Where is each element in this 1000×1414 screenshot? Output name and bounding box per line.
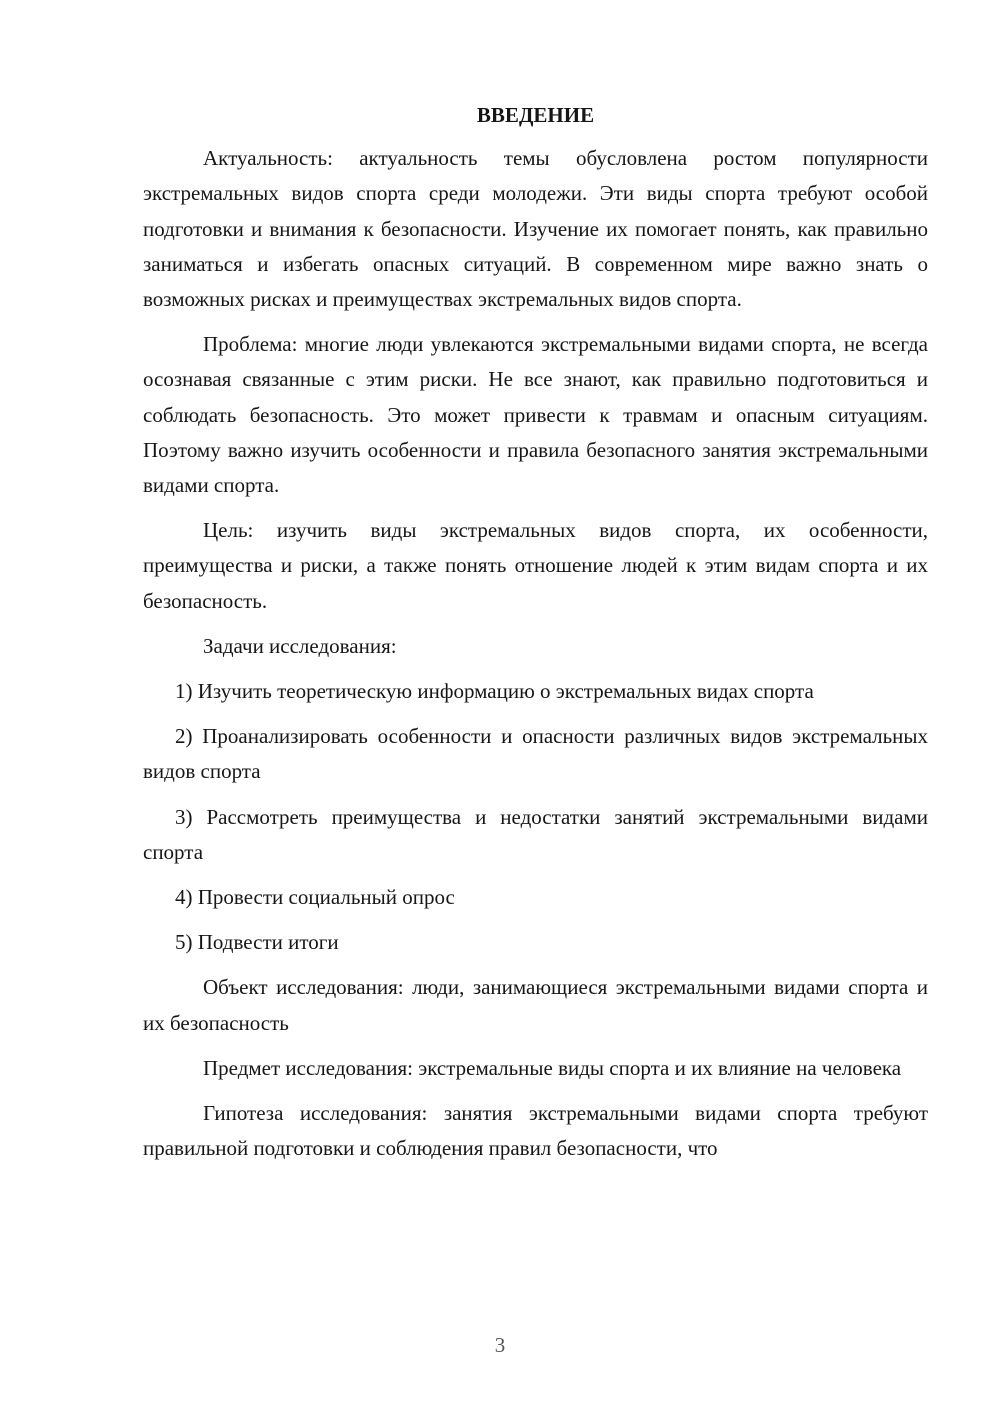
paragraph-goal: Цель: изучить виды экстремальных видов спорта, их особенности, преимущества и риски, а также понять отношение людей к этим видам спорта и их безопасность. xyxy=(143,518,928,613)
task-item-4: 4) Провести социальный опрос xyxy=(175,885,455,910)
paragraph-hypothesis: Гипотеза исследования: занятия экстремальными видами спорта требуют правильной подготовки и соблюдения правил безопасности, что xyxy=(143,1101,928,1161)
paragraph-relevance: Актуальность: актуальность темы обусловлена ростом популярности экстремальных видов спорта среди молодежи. Эти виды спорта требуют особой подготовки и внимания к безопасности. Изучение их помогает понять, как правильно заниматься и избегать опасных ситуаций. В современном мире важно знать о возможных рисках и преимуществах экстремальных видов спорта. xyxy=(143,146,928,312)
task-item-3: 3) Рассмотреть преимущества и недостатки занятий экстремальными видами спорта xyxy=(143,804,928,864)
task-item-5: 5) Подвести итоги xyxy=(175,930,339,955)
paragraph-subject: Предмет исследования: экстремальные виды спорта и их влияние на человека xyxy=(203,1055,902,1080)
task-item-2: 2) Проанализировать особенности и опасности различных видов экстремальных видов спорта xyxy=(143,724,928,784)
paragraph-object: Объект исследования: люди, занимающиеся экстремальными видами спорта и их безопасность xyxy=(143,975,928,1035)
document-title: ВВЕДЕНИЕ xyxy=(476,103,595,127)
page-number: 3 xyxy=(494,1333,506,1357)
paragraph-tasks-heading: Задачи исследования: xyxy=(203,633,397,658)
task-item-1: 1) Изучить теоретическую информацию о экстремальных видах спорта xyxy=(175,679,814,704)
paragraph-problem: Проблема: многие люди увлекаются экстремальными видами спорта, не всегда осознавая связанные с этим риски. Не все знают, как правильно подготовиться и соблюдать безопасность. Это может привести к травмам и опасным ситуациям. Поэтому важно изучить особенности и правила безопасного занятия экстремальными видами спорта. xyxy=(143,332,928,498)
document-page xyxy=(143,98,928,1176)
